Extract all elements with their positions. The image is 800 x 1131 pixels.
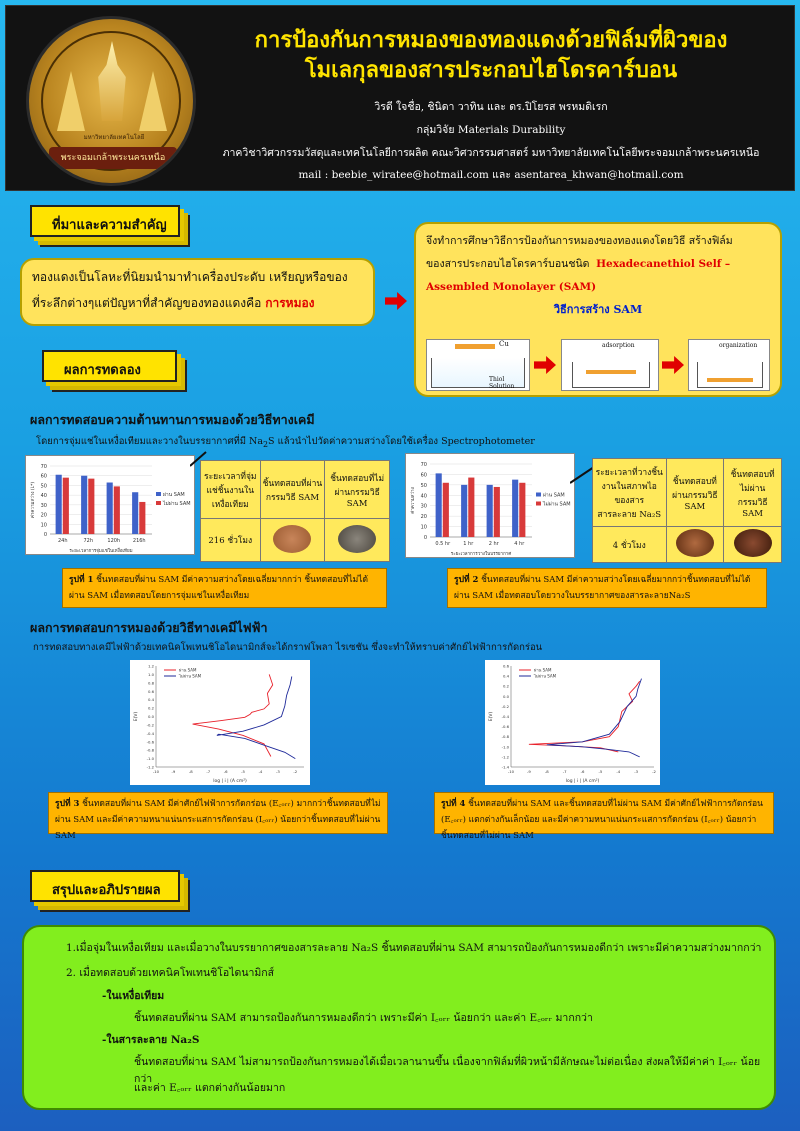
y-tick-label: 20 (40, 512, 47, 519)
y-tick-label: -1.0 (501, 744, 509, 750)
x-tick-label: 4 hr (514, 541, 525, 547)
y-tick-label: -0.2 (501, 703, 509, 709)
bar-sam (461, 485, 467, 537)
arrow-right-icon (534, 356, 556, 374)
beaker-2 (572, 362, 650, 388)
and-word: และ (492, 169, 511, 181)
table1-time: 216 ชั่วโมง (201, 519, 261, 562)
bar-sam (107, 483, 113, 534)
chart-3-polarization-sweat (130, 660, 310, 785)
bar-no-sam (468, 478, 474, 537)
arrow-right-icon (662, 356, 684, 374)
electro-test-description: การทดสอบทางเคมีไฟฟ้าด้วยเทคนิคโพเทนชิโอไดนามิกส์จะได้กราฟโพลา ไรเซชัน ซึ่งจะทำให้ทราบค่าศักย์ไฟฟ้าการกัดกร่อน (33, 642, 543, 653)
x-tick-label: 216h (132, 538, 146, 544)
x-tick-label: 0.5 hr (435, 541, 451, 547)
step2-label: adsorption (602, 342, 635, 349)
step1-solution-label: Thiol Solution (489, 376, 515, 390)
bar-no-sam (494, 487, 500, 537)
bar-no-sam (443, 483, 449, 537)
legend-label: ไม่ผ่าน SAM (163, 501, 191, 507)
tarnish-highlight: การหมอง (265, 296, 315, 310)
cu-substrate-3 (707, 378, 753, 382)
beaker-3 (697, 362, 763, 388)
x-tick-label: -5 (598, 769, 603, 774)
x-tick-label: 120h (107, 538, 121, 544)
x-tick-label: -2 (652, 769, 656, 774)
series-line-no-sam (217, 677, 295, 759)
x-tick-label: 72h (83, 538, 94, 544)
y-axis-label: E(V) (489, 711, 494, 722)
x-tick-label: -3 (634, 769, 639, 774)
table2-sam-sample (666, 527, 724, 563)
x-tick-label: 24h (57, 538, 68, 544)
table-2-na2s (592, 458, 782, 563)
copper-sample-nosam-image (338, 525, 376, 553)
y-tick-label: 0.6 (502, 663, 509, 669)
bar-sam (132, 492, 138, 534)
section-tag-background: ที่มาและความสำคัญ (30, 205, 180, 237)
x-tick-label: -3 (275, 769, 280, 774)
x-tick-label: -10 (152, 769, 160, 774)
poster-title (211, 26, 771, 86)
caption-figure-3: รูปที่ 3 ชิ้นทดสอบที่ผ่าน SAM มีค่าศักย์ไฟฟ้าการกัดกร่อน (E꜀ₒᵣᵣ) มากกว่าชิ้นทดสอบที่ไม่ผ่าน SAM และมีค่าความหนาแน่นกระแสการกัดกร่อน (I꜀ₒᵣᵣ) น้อยกว่าชิ้นทดสอบที่ไม่ผ่าน SAM (48, 792, 388, 834)
y-tick-label: -1.2 (146, 764, 154, 770)
seal-band-text: พระจอมเกล้าพระนครเหนือ (49, 147, 177, 169)
seal-small-text: มหาวิทยาลัยเทคโนโลยี (83, 134, 145, 141)
legend-label: ผ่าน SAM (534, 667, 552, 673)
bar-no-sam (139, 502, 145, 534)
y-tick-label: 70 (40, 464, 47, 470)
chart-4-box (485, 660, 660, 785)
table2-nosam-sample (724, 527, 782, 563)
x-tick-label: -7 (206, 769, 211, 774)
process-step-2 (561, 339, 659, 391)
y-tick-label: 0.2 (147, 705, 154, 711)
x-tick-label: -5 (241, 769, 245, 774)
intro-box (20, 258, 375, 326)
x-tick-label: -4 (616, 769, 621, 774)
y-tick-label: 10 (40, 522, 47, 529)
y-tick-label: -0.6 (146, 739, 154, 745)
x-tick-label: 2 hr (488, 541, 499, 547)
table2-col1-header: ระยะเวลาที่วางชิ้นงานในสภาพไอของสารสารละลาย Na₂S (593, 459, 667, 527)
y-tick-label: 0.4 (502, 673, 509, 679)
chart-3-box (130, 660, 310, 785)
title-line-2: โมเลกุลของสารประกอบไฮโดรคาร์บอน (304, 58, 678, 83)
y-tick-label: 0 (43, 532, 47, 538)
email-2[interactable]: asentarea_khwan@hotmail.com (514, 169, 684, 181)
x-tick-label: -4 (258, 769, 263, 774)
x-tick-label: 1 hr (463, 541, 474, 547)
x-tick-label: -10 (507, 769, 515, 774)
y-tick-label: -0.8 (501, 734, 509, 740)
y-tick-label: 0.0 (502, 693, 509, 699)
method-title: วิธีการสร้าง SAM (553, 303, 643, 316)
hexadecanethiol-highlight: Hexadecanethiol Self – (596, 258, 731, 270)
y-tick-label: 40 (40, 493, 47, 500)
y-tick-label: 50 (40, 483, 47, 490)
bar-sam (487, 485, 493, 537)
y-tick-label: 40 (420, 493, 427, 500)
x-axis-label: ระยะเวลาการวางในบรรยากาศ (450, 552, 512, 557)
caption-figure-2: รูปที่ 2 ชิ้นทดสอบที่ผ่าน SAM มีค่าความสว่างโดยเฉลี่ยมากกว่าชิ้นทดสอบที่ไม่ได้ผ่าน SAM เมื่อทดสอบโดยวางในบรรยากาศของสารละลายNa₂S (447, 568, 767, 608)
authors: วิรดี ใจชื่อ, ชินิดา วาทิน และ ดร.ปิโยรส พรหมดิเรก (374, 101, 608, 113)
y-tick-label: 0.6 (147, 688, 154, 694)
x-tick-label: -9 (171, 769, 176, 774)
legend-swatch (156, 501, 161, 505)
chem-test-description: โดยการจุ่มแช่ในเหงื่อเทียมและวางในบรรยากาศที่มี $Na_2S$ แล้วนำไปวัดค่าความสว่างโดยใช้เครื่อง Spectrophotometer (36, 436, 535, 449)
legend-label: ไม่ผ่าน SAM (543, 501, 571, 508)
y-tick-label: 50 (420, 482, 427, 489)
y-tick-label: 0.2 (502, 683, 509, 689)
legend-swatch (156, 492, 161, 496)
y-tick-label: -0.6 (501, 724, 509, 730)
y-tick-label: 1.2 (147, 663, 154, 669)
process-step-1 (426, 339, 530, 391)
caption-figure-1: รูปที่ 1 ชิ้นทดสอบที่ผ่าน SAM มีค่าความสว่างโดยเฉลี่ยมากกว่า ชิ้นทดสอบที่ไม่ได้ผ่าน SAM เมื่อทดสอบโดยการจุ่มแช่ในเหงื่อเทียม (62, 568, 387, 608)
y-tick-label: 1.0 (147, 671, 154, 677)
x-tick-label: -9 (526, 769, 531, 774)
conclusion-sweat-text: ชิ้นทดสอบที่ผ่าน SAM สามารถป้องกันการหมองดีกว่า เพราะมีค่า I꜀ₒᵣᵣ น้อยกว่า และค่า E꜀ₒᵣᵣ มากกว่า (134, 1012, 593, 1024)
research-group: กลุ่มวิจัย Materials Durability (416, 124, 566, 136)
copper-sample-sam-image (676, 529, 714, 557)
legend-label: ไม่ผ่าน SAM (534, 673, 557, 679)
chart-1-sweat-brightness (26, 456, 196, 556)
conclusion-point-1: 1.เมื่อจุ่มในเหงื่อเทียม และเมื่อวางในบรรยากาศของสารละลาย Na₂S ชิ้นทดสอบที่ผ่าน SAM สามารถป้องกันการหมองดีกว่า เพราะมีค่าความสว่างมากกว่า (66, 942, 762, 954)
conclusion-na2s-text-1: ชิ้นทดสอบที่ผ่าน SAM ไม่สามารถป้องกันการหมองได้เมื่อเวลานานขึ้น เนื่องจากฟิล์มที่ผิวหน้ามีลักษณะไม่ต่อเนื่อง ส่งผลให้มีค่าค่า I꜀ₒᵣᵣ น้อยกว่า (134, 1056, 761, 1085)
table1-sam-sample (260, 519, 325, 562)
caption-figure-4: รูปที่ 4 ชิ้นทดสอบที่ผ่าน SAM และชิ้นทดสอบที่ไม่ผ่าน SAM มีค่าศักย์ไฟฟ้าการกัดกร่อน (E꜀ₒᵣᵣ) แตกต่างกันเล็กน้อย และมีค่าความหนาแน่นกระแสการกัดกร่อน (I꜀ₒᵣᵣ) น้อยกว่าชิ้นทดสอบที่ไม่ผ่าน SAM (434, 792, 774, 834)
table1-col2-header: ชิ้นทดสอบที่ผ่านกรรมวิธี SAM (260, 461, 325, 519)
mail-label: mail : (298, 169, 329, 181)
x-tick-label: -8 (188, 769, 193, 774)
y-tick-label: 20 (420, 514, 427, 521)
poster-header (5, 5, 795, 191)
chart-4-polarization-na2s (485, 660, 660, 785)
process-step-3 (688, 339, 770, 391)
approach-box (414, 222, 782, 397)
bar-sam (512, 480, 518, 537)
approach-line-1: จึงทำการศึกษาวิธีการป้องกันการหมองของทองแดงโดยวิธี สร้างฟิล์ม (426, 235, 733, 247)
intro-line-2: ที่ระลึกต่างๆแต่ปัญหาที่สำคัญของทองแดงคือ การหมอง (32, 296, 315, 310)
email-1[interactable]: beebie_wiratee@hotmail.com (331, 169, 489, 181)
bar-no-sam (519, 483, 525, 537)
legend-swatch (536, 493, 541, 497)
bar-no-sam (88, 479, 94, 534)
y-tick-label: 0.0 (147, 714, 154, 719)
bar-sam (56, 475, 62, 534)
table1-col1-header: ระยะเวลาที่จุ่มแช่ชิ้นงานในเหงื่อเทียม (201, 461, 261, 519)
cu-substrate (455, 344, 495, 349)
approach-line-2: ของสารประกอบไฮโดรคาร์บอนชนิด Hexadecanethiol Self – (426, 258, 731, 270)
y-axis-label: ค่าความสว่าง (411, 487, 416, 514)
y-axis-label: ค่าความสว่าง (L*) (31, 481, 36, 519)
arrow-right-icon (385, 292, 407, 310)
y-tick-label: 60 (40, 473, 47, 480)
chem-test-heading: ผลการทดสอบความต้านทานการหมองด้วยวิธีทางเคมี (30, 412, 315, 427)
x-tick-label: -7 (562, 769, 567, 774)
university-seal-logo (26, 16, 196, 186)
y-tick-label: -0.4 (146, 730, 154, 736)
copper-sample-sam-image (273, 525, 311, 553)
x-axis-label: log | i | (A cm²) (213, 779, 247, 784)
table-1-sweat (200, 460, 390, 562)
x-axis-label: log | i | (A cm²) (565, 779, 600, 784)
legend-label: ผ่าน SAM (163, 492, 185, 498)
conclusion-sweat-heading: -ในเหงื่อเทียม (102, 990, 165, 1002)
y-tick-label: 30 (40, 502, 47, 509)
y-tick-label: -0.2 (146, 722, 154, 728)
x-tick-label: -6 (223, 769, 228, 774)
x-tick-label: -6 (580, 769, 585, 774)
y-tick-label: -0.4 (501, 714, 509, 719)
table1-col3-header: ชิ้นทดสอบที่ไม่ผ่านกรรมวิธี SAM (325, 461, 390, 519)
legend-label: ผ่าน SAM (179, 667, 197, 673)
conclusion-box (22, 925, 776, 1110)
electro-test-heading: ผลการทดสอบการหมองด้วยวิธีทางเคมีไฟฟ้า (30, 620, 268, 635)
x-tick-label: -8 (544, 769, 549, 774)
step3-label: organization (719, 342, 758, 349)
conclusion-na2s-text-2: และค่า E꜀ₒᵣᵣ แตกต่างกันน้อยมาก (134, 1082, 286, 1094)
section-tag-conclusion: สรุปและอภิปรายผล (30, 870, 180, 902)
contact-line (211, 166, 771, 183)
x-tick-label: -2 (293, 769, 298, 774)
cu-substrate-2 (586, 370, 636, 374)
legend-swatch (536, 502, 541, 506)
conclusion-na2s-heading: -ในสารละลาย Na₂S (102, 1034, 200, 1046)
chart-2-box (405, 453, 575, 558)
y-tick-label: 0 (423, 535, 427, 541)
chart-2-na2s-brightness (406, 454, 576, 559)
step1-cu-label: Cu (499, 340, 509, 348)
chart-1-box (25, 455, 195, 555)
y-tick-label: -1.2 (501, 754, 509, 760)
y-tick-label: 0.8 (147, 680, 154, 686)
y-tick-label: -1.4 (501, 764, 509, 770)
y-tick-label: 60 (420, 472, 427, 479)
department: ภาควิชาวิศวกรรมวัสดุและเทคโนโลยีการผลิต คณะวิศวกรรมศาสตร์ มหาวิทยาลัยเทคโนโลยีพระจอมเกล้าพระนครเหนือ (222, 147, 760, 159)
conclusion-point-2: 2. เมื่อทดสอบด้วยเทคนิคโพเทนชิโอไดนามิกส์ (66, 967, 275, 979)
y-axis-label: E(V) (134, 711, 139, 722)
bar-no-sam (114, 486, 120, 534)
y-tick-label: 10 (420, 524, 427, 531)
title-line-1: การป้องกันการหมองของทองแดงด้วยฟิล์มที่ผิวของ (254, 28, 728, 53)
intro-line-1: ทองแดงเป็นโลหะที่นิยมนำมาทำเครื่องประดับ เหรียญหรือของ (32, 270, 348, 284)
y-tick-label: 0.4 (147, 697, 154, 703)
y-tick-label: 70 (420, 462, 427, 468)
approach-line-3: Assembled Monolayer (SAM) (426, 281, 597, 293)
series-line-no-sam (547, 679, 642, 757)
y-tick-label: 30 (420, 503, 427, 510)
copper-sample-nosam-image (734, 529, 772, 557)
y-tick-label: -0.8 (146, 747, 154, 753)
table2-col3-header: ชิ้นทดสอบที่ไม่ผ่านกรรมวิธี SAM (724, 459, 782, 527)
y-tick-label: -1.0 (146, 756, 154, 762)
legend-label: ผ่าน SAM (543, 492, 565, 499)
bar-no-sam (63, 478, 69, 534)
bar-sam (436, 473, 442, 537)
x-axis-label: ระยะเวลาการจุ่มแช่ในเหงื่อเทียม (69, 549, 133, 554)
section-tag-results: ผลการทดลอง (42, 350, 177, 382)
bar-sam (81, 476, 87, 534)
table2-col2-header: ชิ้นทดสอบที่ผ่านกรรมวิธี SAM (666, 459, 724, 527)
table1-nosam-sample (325, 519, 390, 562)
table2-time: 4 ชั่วโมง (593, 527, 667, 563)
legend-label: ไม่ผ่าน SAM (179, 673, 202, 679)
